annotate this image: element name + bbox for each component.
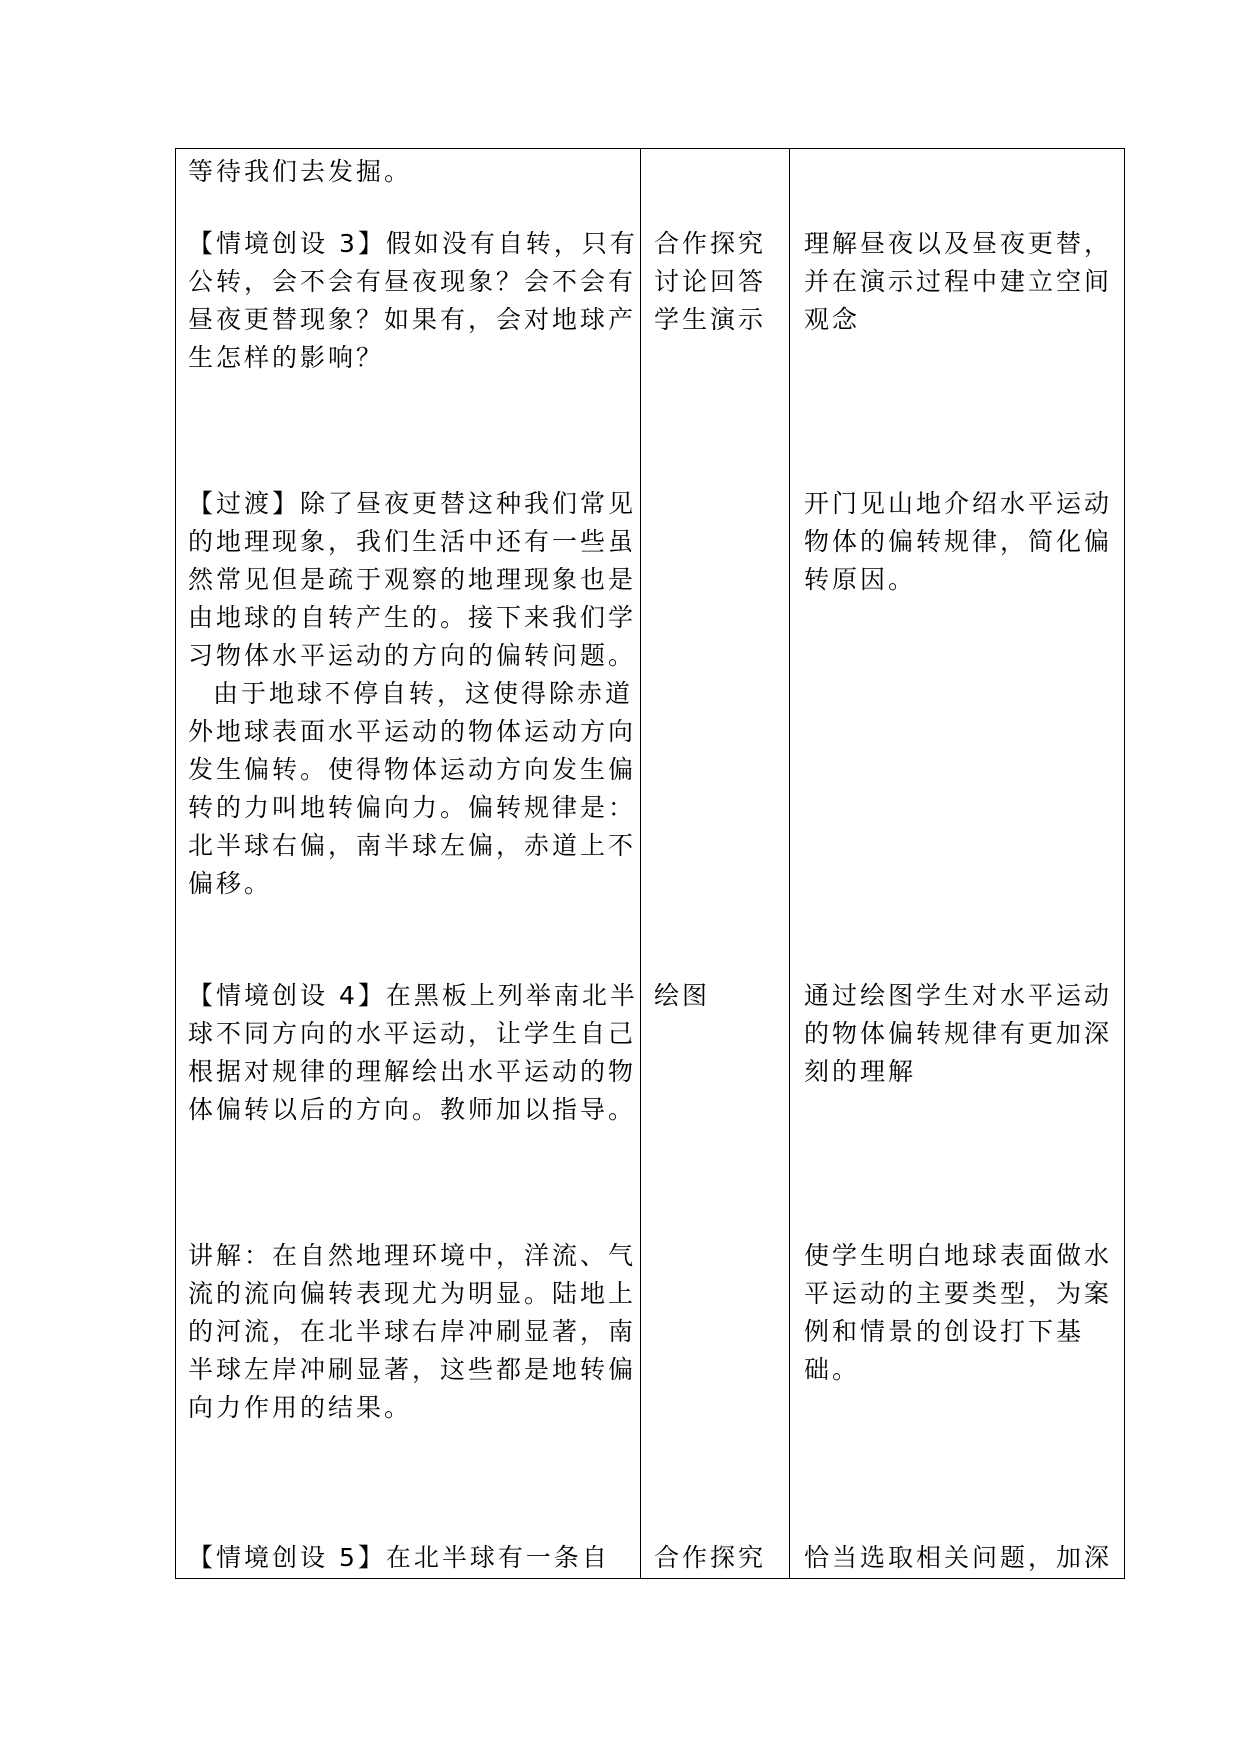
content-cell-scenario-4: 【情境创设 4】在黑板上列举南北半球不同方向的水平运动，让学生自己根据对规律的理解绘出水平运动的物体偏转以后的方向。教师加以指导。 — [188, 981, 638, 1124]
intent-cell-1: 理解昼夜以及昼夜更替，并在演示过程中建立空间观念 — [804, 229, 1113, 334]
intent-cell-5: 恰当选取相关问题，加深 — [804, 1543, 1113, 1572]
column-divider-2 — [789, 149, 790, 1578]
activity-cell-1 — [654, 225, 784, 339]
activity-cell-cooperate: 合作探究 — [654, 1543, 767, 1572]
content-cell-continuation: 等待我们去发掘。 — [188, 157, 413, 186]
activity-line-2: 讨论回答 — [654, 267, 767, 296]
activity-line-1: 合作探究 — [654, 229, 767, 258]
content-cell-transition — [188, 485, 638, 903]
transition-paragraph: 【过渡】除了昼夜更替这种我们常见的地理现象，我们生活中还有一些虽然常见但是疏于观察的地理现象也是由地球的自转产生的。接下来我们学习物体水平运动的方向的偏转问题。 — [188, 489, 637, 670]
column-divider-1 — [640, 149, 641, 1578]
content-cell-explanation: 讲解：在自然地理环境中，洋流、气流的流向偏转表现尤为明显。陆地上的河流，在北半球右岸冲刷显著，南半球左岸冲刷显著，这些都是地转偏向力作用的结果。 — [188, 1241, 637, 1422]
intent-cell-2: 开门见山地介绍水平运动物体的偏转规律，简化偏转原因。 — [804, 489, 1113, 594]
deflection-paragraph: 由于地球不停自转，这使得除赤道外地球表面水平运动的物体运动方向发生偏转。使得物体运动方向发生偏转的力叫地转偏向力。偏转规律是：北半球右偏，南半球左偏，赤道上不偏移。 — [188, 679, 637, 898]
intent-cell-4: 使学生明白地球表面做水平运动的主要类型，为案例和情景的创设打下基础。 — [804, 1241, 1113, 1384]
content-cell-scenario-3: 【情境创设 3】假如没有自转，只有公转，会不会有昼夜现象？会不会有昼夜更替现象？如果有，会对地球产生怎样的影响？ — [188, 229, 638, 372]
lesson-plan-table — [175, 148, 1125, 1579]
content-cell-scenario-5: 【情境创设 5】在北半球有一条自 — [188, 1543, 610, 1572]
intent-cell-3: 通过绘图学生对水平运动的物体偏转规律有更加深刻的理解 — [804, 981, 1113, 1086]
activity-line-3: 学生演示 — [654, 305, 767, 334]
activity-cell-drawing: 绘图 — [654, 981, 711, 1010]
